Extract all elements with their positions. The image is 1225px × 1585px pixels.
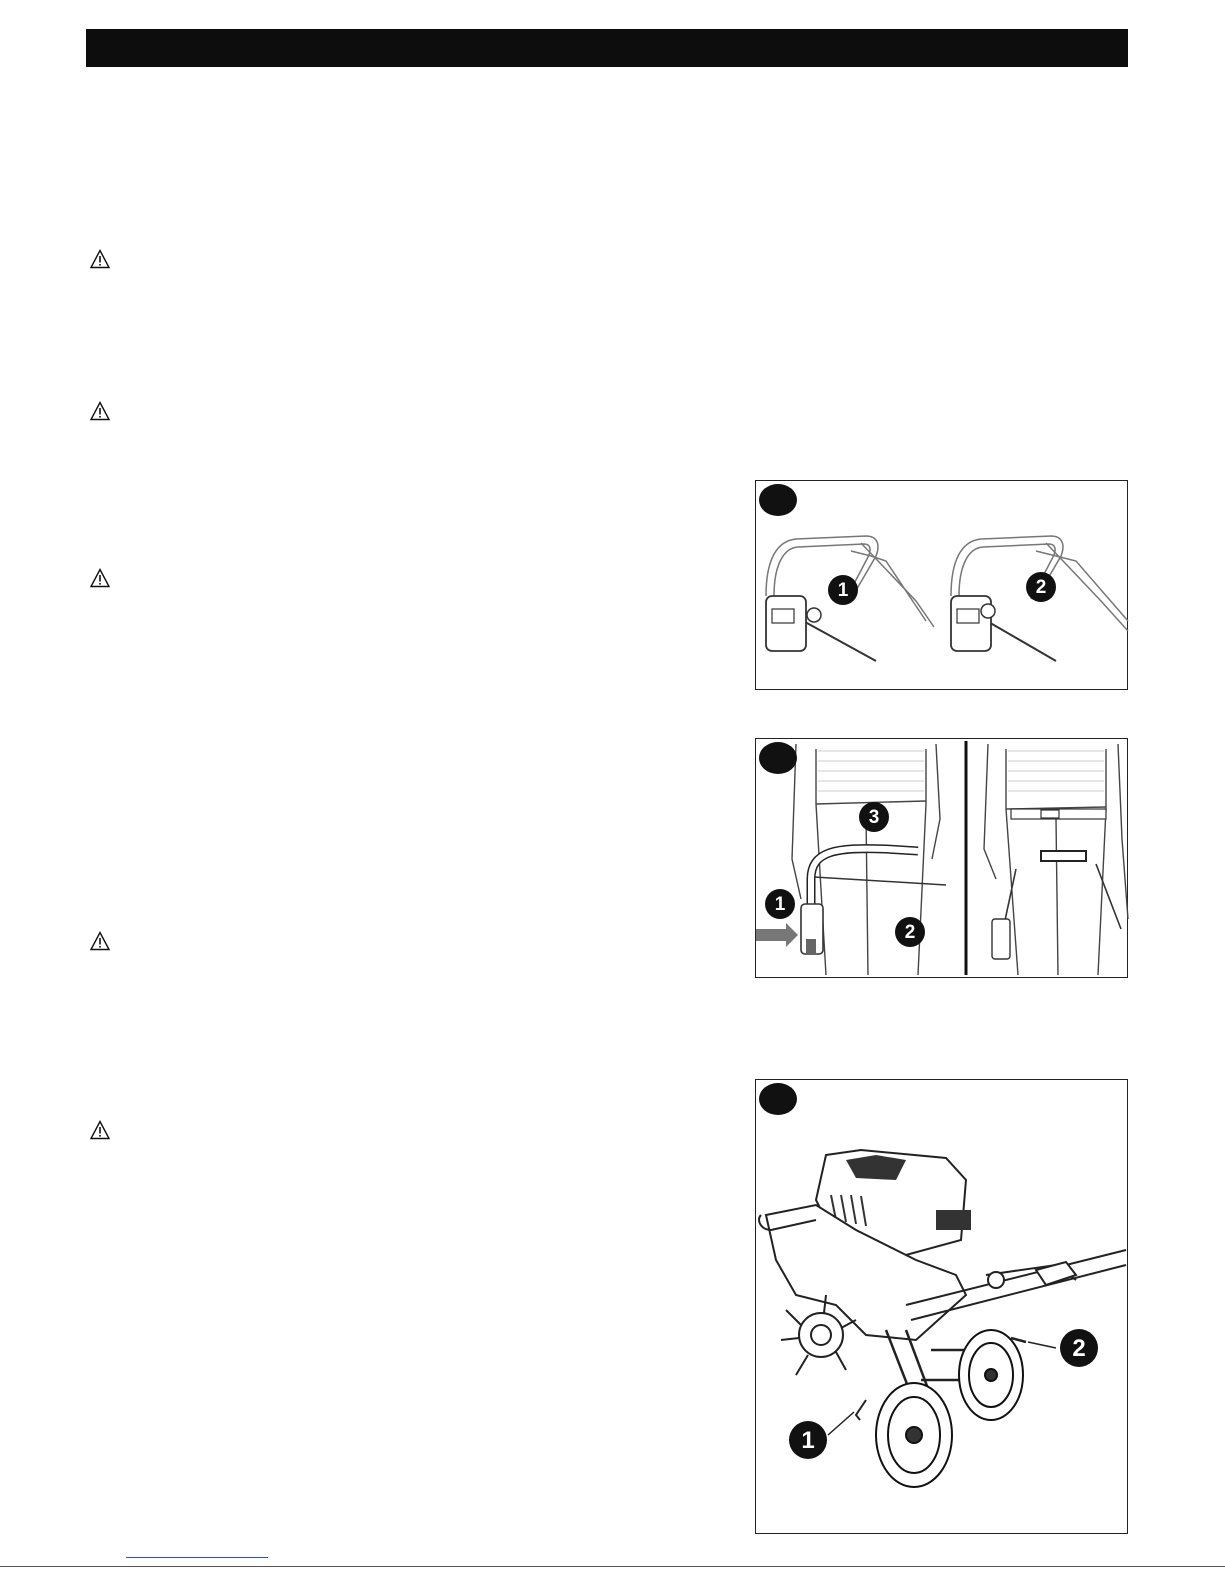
- figure-number-badge: [759, 484, 797, 516]
- warning-triangle-icon: [90, 401, 110, 421]
- callout-marker: [826, 573, 860, 607]
- footer-rule: [0, 1566, 1225, 1567]
- callout-marker: [893, 915, 927, 949]
- figure-handle-adjustment-illustration: [756, 739, 1129, 979]
- figure-handle-adjustment: [755, 738, 1128, 978]
- svg-text:1: 1: [774, 894, 786, 915]
- svg-text:1: 1: [801, 1427, 815, 1454]
- svg-text:2: 2: [1072, 1335, 1086, 1362]
- svg-text:2: 2: [904, 922, 916, 943]
- figure-wheel-assembly-illustration: [756, 1080, 1129, 1535]
- figure-number-badge: [759, 742, 797, 774]
- warning-triangle-icon: [90, 1120, 110, 1140]
- svg-text:3: 3: [868, 807, 880, 828]
- callout-marker: [1058, 1327, 1100, 1369]
- svg-text:1: 1: [837, 580, 849, 601]
- warning-triangle-icon: [90, 249, 110, 269]
- svg-text:2: 2: [1035, 577, 1047, 598]
- figure-handle-mounting: [755, 480, 1128, 690]
- page-header-bar: [86, 29, 1128, 67]
- callout-marker: [1024, 570, 1058, 604]
- callout-marker: [763, 887, 797, 921]
- figure-number-badge: [759, 1083, 797, 1115]
- callout-marker: [787, 1419, 829, 1461]
- callout-marker: [857, 800, 891, 834]
- warning-triangle-icon: [90, 568, 110, 588]
- warning-triangle-icon: [90, 931, 110, 951]
- figure-handle-mounting-illustration: [756, 481, 1129, 691]
- footer-link-underline[interactable]: [126, 1557, 268, 1558]
- figure-wheel-assembly: [755, 1079, 1128, 1534]
